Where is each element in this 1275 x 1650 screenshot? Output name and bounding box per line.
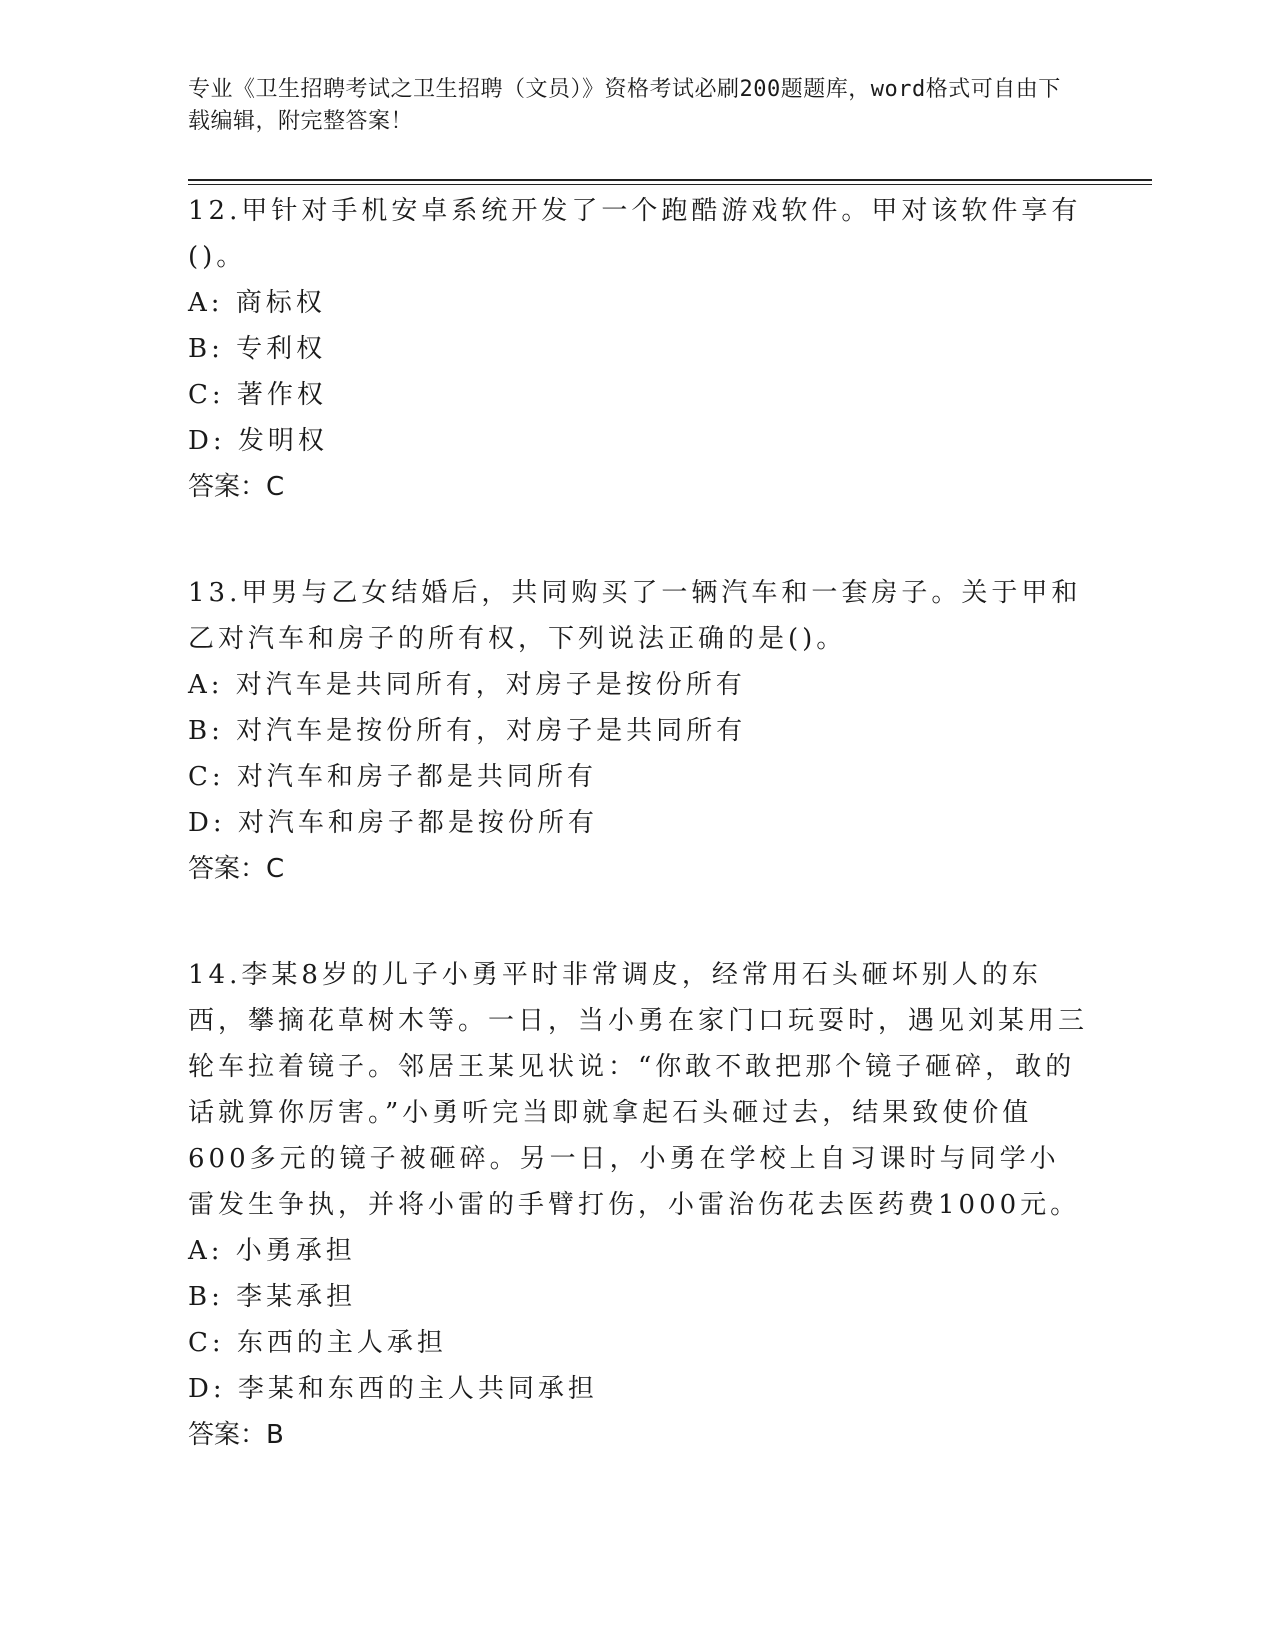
option-c: C: 东西的主人承担 bbox=[188, 1328, 447, 1358]
answer-line: 答案：C bbox=[188, 854, 285, 884]
question-stem: 12.甲针对手机安卓系统开发了一个跑酷游戏软件。甲对该软件享有()。 bbox=[188, 196, 1082, 272]
option-d: D: 发明权 bbox=[188, 426, 328, 456]
option-a: A: 小勇承担 bbox=[188, 1236, 356, 1266]
header-divider-thin bbox=[188, 184, 1152, 185]
option-c: C: 著作权 bbox=[188, 380, 327, 410]
question-stem: 14.李某8岁的儿子小勇平时非常调皮，经常用石头砸坏别人的东西，攀摘花草树木等。一日，当小勇在家门口玩耍时，遇见刘某用三轮车拉着镜子。邻居王某见状说：“你敢不敢把那个镜子砸碎，敢的话就算你厉害。”小勇听完当即就拿起石头砸过去，结果致使价值600多元的镜子被砸碎。另一日，小勇在学校上自习课时与同学小雷发生争执，并将小雷的手臂打伤，小雷治伤花去医药费1000元。 bbox=[188, 960, 1089, 1220]
answer-line: 答案：B bbox=[188, 1420, 284, 1450]
document-header: 专业《卫生招聘考试之卫生招聘（文员）》资格考试必刷200题题库，word格式可自由下载编辑，附完整答案！ bbox=[188, 77, 1061, 134]
question-list bbox=[188, 188, 1088, 1518]
question-item bbox=[188, 570, 1088, 892]
question-stem: 13.甲男与乙女结婚后，共同购买了一辆汽车和一套房子。关于甲和乙对汽车和房子的所有权，下列说法正确的是()。 bbox=[188, 578, 1082, 654]
question-item bbox=[188, 952, 1088, 1458]
option-c: C: 对汽车和房子都是共同所有 bbox=[188, 762, 597, 792]
option-d: D: 对汽车和房子都是按份所有 bbox=[188, 808, 598, 838]
header-divider-thick bbox=[188, 179, 1152, 181]
question-item bbox=[188, 188, 1088, 510]
option-a: A: 对汽车是共同所有，对房子是按份所有 bbox=[188, 670, 746, 700]
answer-line: 答案：C bbox=[188, 472, 285, 502]
option-a: A: 商标权 bbox=[188, 288, 326, 318]
option-b: B: 专利权 bbox=[188, 334, 327, 364]
option-d: D: 李某和东西的主人共同承担 bbox=[188, 1374, 598, 1404]
option-b: B: 对汽车是按份所有，对房子是共同所有 bbox=[188, 716, 747, 746]
option-b: B: 李某承担 bbox=[188, 1282, 357, 1312]
